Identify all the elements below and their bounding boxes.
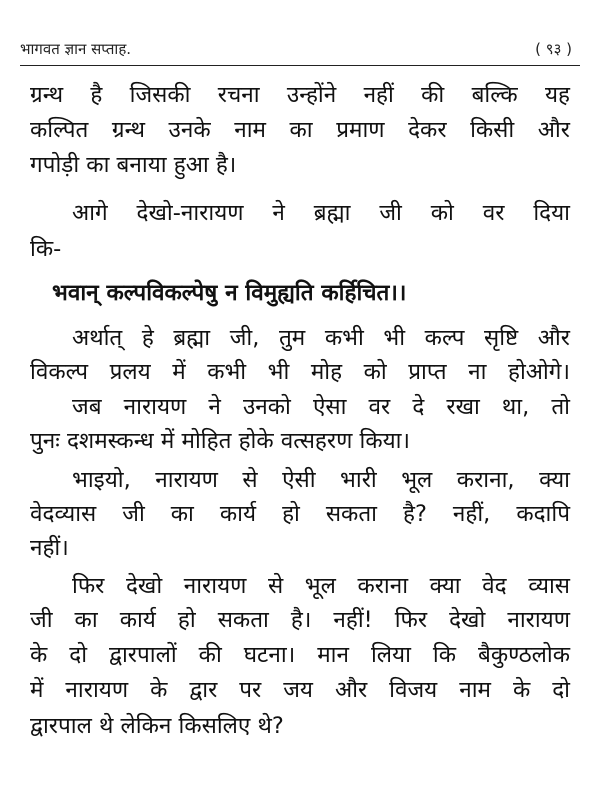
- running-header: [20, 38, 580, 60]
- text-line: कि-: [30, 236, 62, 262]
- shloka-verse: भवान् कल्पविकल्पेषु न विमुह्यति कर्हिचित।।: [52, 280, 407, 306]
- text-line: ग्रन्थ है जिसकी रचना उन्होंने नहीं की बल्कि यह: [30, 82, 570, 108]
- text-line: कल्पित ग्रन्थ उनके नाम का प्रमाण देकर किसी और: [30, 117, 570, 143]
- text-line: द्वारपाल थे लेकिन किसलिए थे?: [30, 713, 284, 739]
- text-line: आगे देखो-नारायण ने ब्रह्मा जी को वर दिया: [72, 200, 570, 226]
- text-line: भाइयो, नारायण से ऐसी भारी भूल कराना, क्या: [72, 467, 570, 493]
- text-line: पुनः दशमस्कन्ध में मोहित होके वत्सहरण किया।: [30, 428, 411, 454]
- text-line: जी का कार्य हो सकता है। नहीं! फिर देखो नारायण: [30, 607, 570, 633]
- text-line: नहीं।: [30, 535, 69, 561]
- text-line: विकल्प प्रलय में कभी भी मोह को प्राप्त ना होओगे।: [30, 359, 570, 385]
- header-title: भागवत ज्ञान सप्ताह.: [20, 40, 132, 58]
- text-line: वेदव्यास जी का कार्य हो सकता है? नहीं, कदापि: [30, 501, 570, 527]
- text-line: गपोड़ी का बनाया हुआ है।: [30, 152, 237, 178]
- text-line: अर्थात् हे ब्रह्मा जी, तुम कभी भी कल्प सृष्टि और: [72, 325, 570, 351]
- text-line: जब नारायण ने उनको ऐसा वर दे रखा था, तो: [72, 394, 570, 420]
- text-line: के दो द्वारपालों की घटना। मान लिया कि बैकुण्ठलोक: [30, 642, 570, 668]
- text-line: में नारायण के द्वार पर जय और विजय नाम के दो: [30, 677, 570, 703]
- text-line: फिर देखो नारायण से भूल कराना क्या वेद व्यास: [72, 573, 570, 599]
- header-rule: [20, 65, 580, 66]
- page-number: ( ९३ ): [535, 40, 572, 58]
